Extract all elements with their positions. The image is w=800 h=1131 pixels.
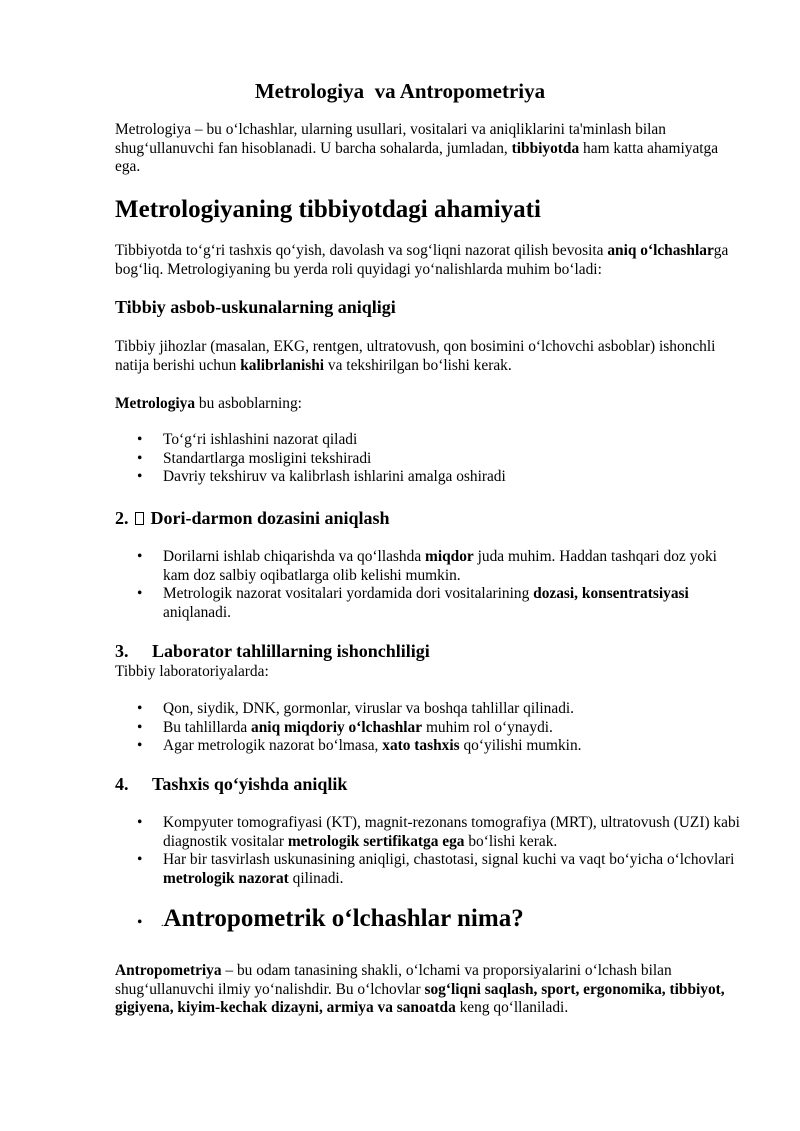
- list-item: • Dorilarni ishlab chiqarishda va qoʻllashda miqdor juda muhim. Haddan tashqari doz yoki kam doz salbiy oqibatlarga olib kelishi mumkin.: [137, 548, 717, 584]
- equipment-bullet-list: [115, 431, 745, 487]
- section-heading-metrology-medicine: Metrologiyaning tibbiyotdagi ahamiyati: [115, 196, 541, 223]
- list-item: • Agar metrologik nazorat boʻlmasa, xato tashxis qoʻyilishi mumkin.: [137, 737, 582, 755]
- anthropometry-heading-item: [115, 905, 765, 939]
- section1-paragraph: Tibbiyotda toʻgʻri tashxis qoʻyish, davolash va sogʻliqni nazorat qilish bevosita aniq oʻlchashlarga bogʻliq. Metrologiyaning bu yerda roli quyidagi yoʻnalishlarda muhim boʻladi:: [115, 242, 729, 278]
- lab-bullet-list: [115, 700, 745, 756]
- anthropometry-paragraph: Antropometriya – bu odam tanasining shakli, oʻlchami va proporsiyalarini oʻlchash bilan shugʻullanuvchi ilmiy yoʻnalishdir. Bu oʻlchovlar sogʻliqni saqlash, sport, ergonomika, tibbiyot, gigiyena, kiyim-kechak dizayni, armiya va sanoatda keng qoʻllaniladi.: [115, 962, 725, 1017]
- missing-glyph-icon: [135, 512, 144, 525]
- dot-icon: .: [161, 918, 164, 929]
- bullet-icon: •: [137, 548, 143, 565]
- subheading-equipment-accuracy: Tibbiy asbob-uskunalarning aniqligi: [115, 297, 396, 317]
- bullet-icon: •: [137, 814, 143, 831]
- dosage-bullet-list: [115, 548, 745, 622]
- subheading-dosage: 2. Dori-darmon dozasini aniqlash: [115, 508, 390, 528]
- section-heading-anthropometry: Antropometrik oʻlchashlar nima?: [163, 905, 524, 932]
- subheading-diagnosis-accuracy: 4. Tashxis qoʻyishda aniqlik: [115, 774, 348, 794]
- list-item: • Metrologik nazorat vositalari yordamida dori vositalarining dozasi, konsentratsiyasi aniqlanadi.: [137, 585, 689, 621]
- bullet-icon: •: [137, 914, 143, 931]
- list-item: • Har bir tasvirlash uskunasining aniqligi, chastotasi, signal kuchi va vaqt boʻyicha oʻlchovlari metrologik nazorat qilinadi.: [137, 851, 735, 887]
- list-item: • Bu tahlillarda aniq miqdoriy oʻlchashlar muhim rol oʻynaydi.: [137, 718, 553, 736]
- equipment-paragraph: Tibbiy jihozlar (masalan, EKG, rentgen, ultratovush, qon bosimini oʻlchovchi asboblar) ishonchli natija berishi uchun kalibrlanishi va tekshirilgan boʻlishi kerak.: [115, 338, 716, 374]
- intro-paragraph: Metrologiya – bu oʻlchashlar, ularning usullari, vositalari va aniqliklarini ta'minlash bilan shugʻullanuvchi fan hisoblanadi. U barcha sohalarda, jumladan, tibbiyotda ham katta ahamiyatga ega.: [115, 121, 719, 176]
- bullet-icon: •: [137, 449, 143, 467]
- list-item: • Standartlarga mosligini tekshiradi: [137, 449, 372, 467]
- list-item: • Qon, siydik, DNK, gormonlar, viruslar va boshqa tahlillar qilinadi.: [137, 700, 575, 717]
- bullet-icon: •: [137, 585, 143, 603]
- page-title: Metrologiya va Antropometriya: [254, 79, 546, 103]
- diagnosis-bullet-list: [115, 814, 745, 888]
- metrology-lead-paragraph: Metrologiya bu asboblarning:: [115, 395, 302, 412]
- bullet-icon: •: [137, 431, 143, 448]
- bullet-icon: •: [137, 700, 143, 717]
- list-item: • Kompyuter tomografiyasi (KT), magnit-rezonans tomografiya (MRT), ultratovush (UZI) kabi diagnostik vositalar metrologik sertifikatga ega boʻlishi kerak.: [137, 814, 740, 850]
- bullet-icon: •: [137, 851, 143, 869]
- bullet-icon: •: [137, 468, 143, 486]
- bullet-icon: •: [137, 737, 143, 755]
- subheading-lab-analysis: 3. Laborator tahlillarning ishonchliligi: [115, 641, 430, 661]
- list-item: • Toʻgʻri ishlashini nazorat qiladi: [137, 431, 358, 448]
- list-item: • Davriy tekshiruv va kalibrlash ishlarini amalga oshiradi: [137, 468, 506, 486]
- bullet-icon: •: [137, 718, 143, 736]
- lab-lead-paragraph: Tibbiy laboratoriyalarda:: [115, 663, 269, 680]
